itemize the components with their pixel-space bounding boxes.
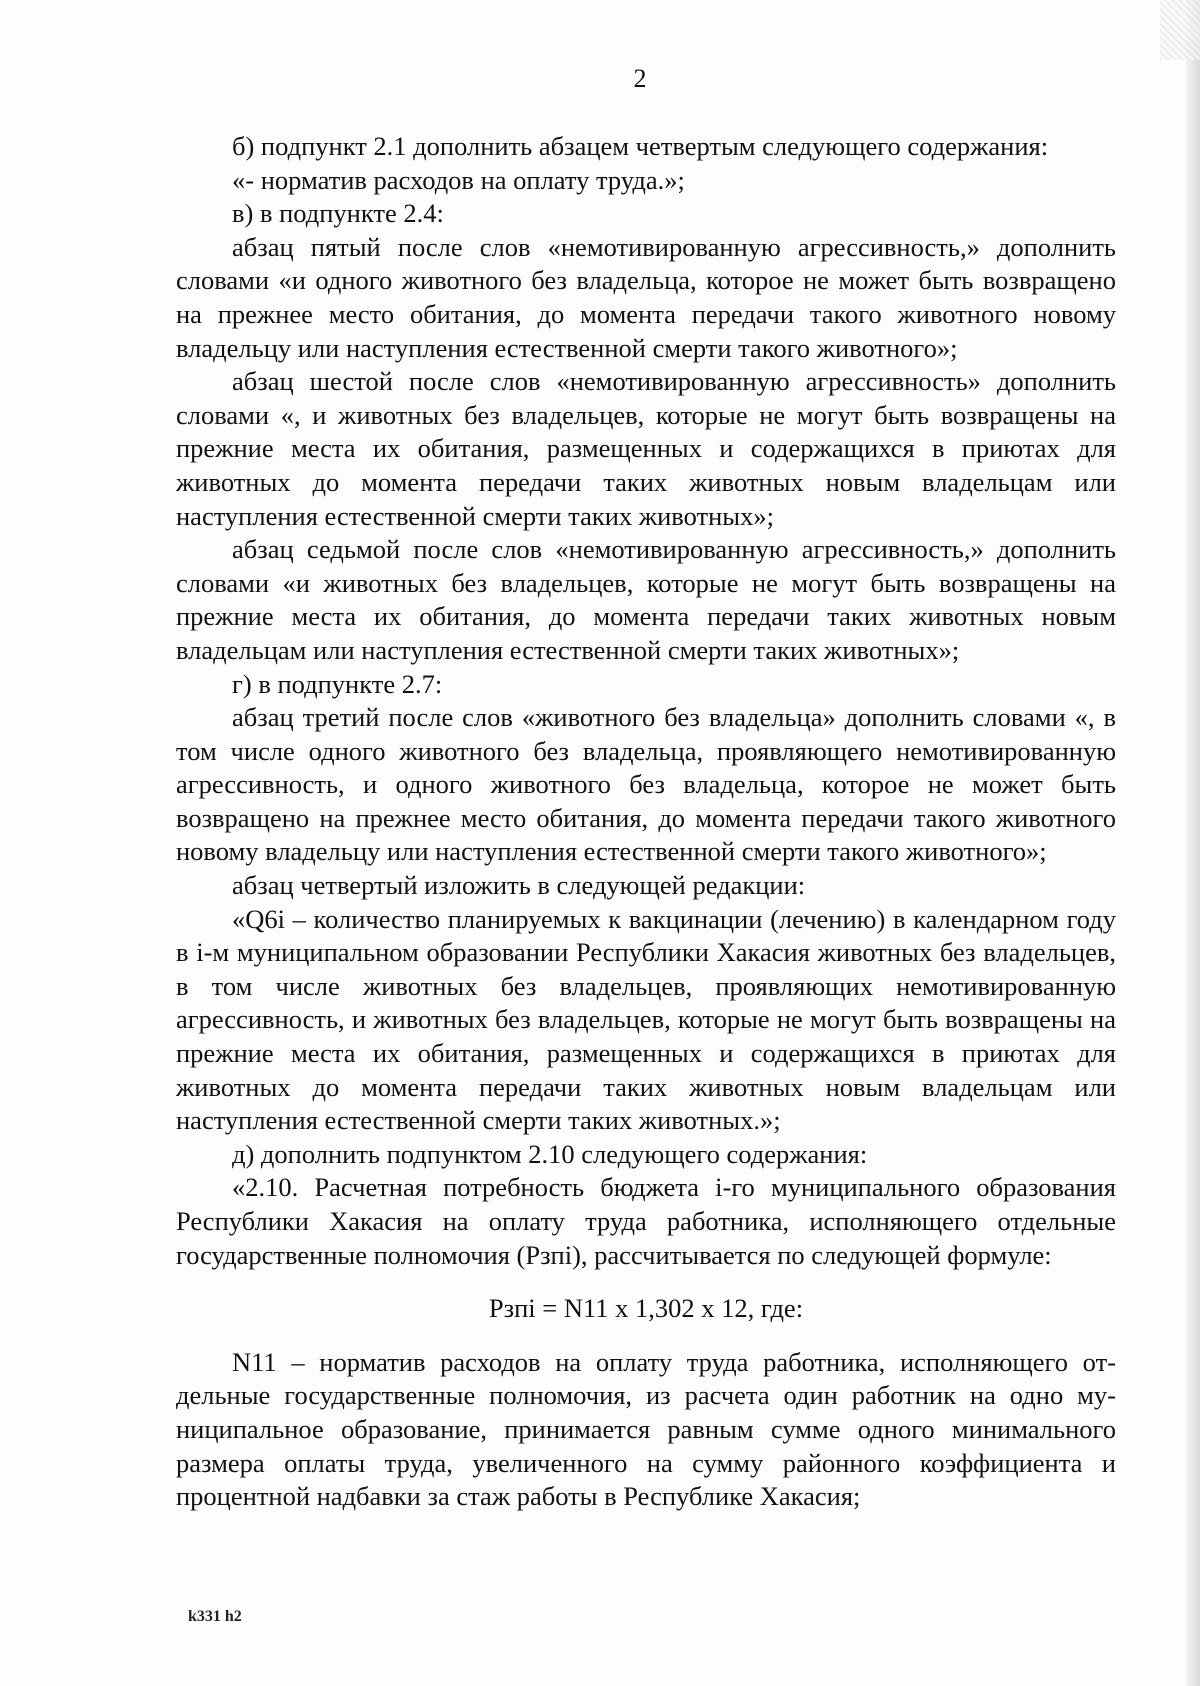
formula: Рзпi = N11 x 1,302 x 12, где: [488, 1293, 804, 1324]
paragraph-g-third: абзац третий после слов «животного без владельца» дополнить словами «, в том числе одного животного без владельца, проявляющего немотивированную агрессивность, и одного животного без владельца, которое не может быть возвращено на прежнее место обитания, до момента передачи такого животного новому владельцу или наступления естественной смерти такого животного»; [176, 702, 1116, 867]
paragraph-v-seventh: абзац седьмой после слов «немотивированную агрессивность,» дополнить словами «и животных без владельцев, которые не могут быть возвращены на прежние места их обитания, до момента передачи таких животных новым владельцам или наступления естественной смерти таких животных»; [176, 534, 1116, 665]
footer-document-code: k331 h2 [188, 1608, 242, 1625]
paragraph-g-fourth: абзац четвертый изложить в следующей редакции: [232, 870, 806, 901]
scan-corner-noise [1160, 0, 1200, 60]
paragraph-n11-definition: N11 – норматив расходов на оплату труда работника, исполняющего отдельные государственные полномочия, из расчета один работник на одно муниципальное образование, принимается равным сумме одного минимального размера оплаты труда, увеличенного на сумму районного коэффициента и процентной надбавки за стаж работы в Республике Хакасия; [176, 1346, 1116, 1512]
document-body [176, 130, 1116, 1514]
paragraph-v-sixth: абзац шестой после слов «немотивированную агрессивность» дополнить словами «, и животных без владельцев, которые не могут быть возвращены на прежние места их обитания, размещенных и содержащихся в приютах для животных до момента передачи таких животных новым владельцам или наступления естественной смерти таких животных»; [176, 366, 1116, 531]
scan-edge-shadow [1186, 0, 1200, 1686]
paragraph-v-fifth: абзац пятый после слов «немотивированную агрессивность,» дополнить словами «и одного животного без владельца, которое не может быть возвращено на прежнее место обитания, до момента передачи такого животного новому владельцу или наступления естественной смерти такого животного»; [176, 231, 1116, 363]
paragraph-b: б) подпункт 2.1 дополнить абзацем четвертым следующего содержания: [232, 131, 1049, 161]
paragraph-q6i-definition: «Q6i – количество планируемых к вакцинации (лечению) в календарном году в i-м муниципальном образовании Республики Хакасия животных без владельцев, в том числе животных без владельцев, проявляющих немотивированную агрессивность, и животных без владельцев, которые не могут быть возвращены на прежние места их обитания, размещенных и содержащихся в приютах для животных до момента передачи таких животных новым владельцам или наступления естественной смерти таких животных.»; [176, 903, 1116, 1136]
paragraph-2-10: «2.10. Расчетная потребность бюджета i-го муниципального образования Республики Хакасия на оплату труда работника, исполняющего отдельные государственные полномочия (Рзпi), рассчитывается по следующей формуле: [176, 1172, 1116, 1270]
paragraph-b-text: «- норматив расходов на оплату труда.»; [232, 164, 685, 195]
paragraph-g: г) в подпункте 2.7: [232, 668, 443, 699]
page-number: 2 [633, 64, 647, 93]
paragraph-v: в) в подпункте 2.4: [232, 198, 444, 229]
paragraph-d: д) дополнить подпунктом 2.10 следующего содержания: [232, 1138, 868, 1169]
